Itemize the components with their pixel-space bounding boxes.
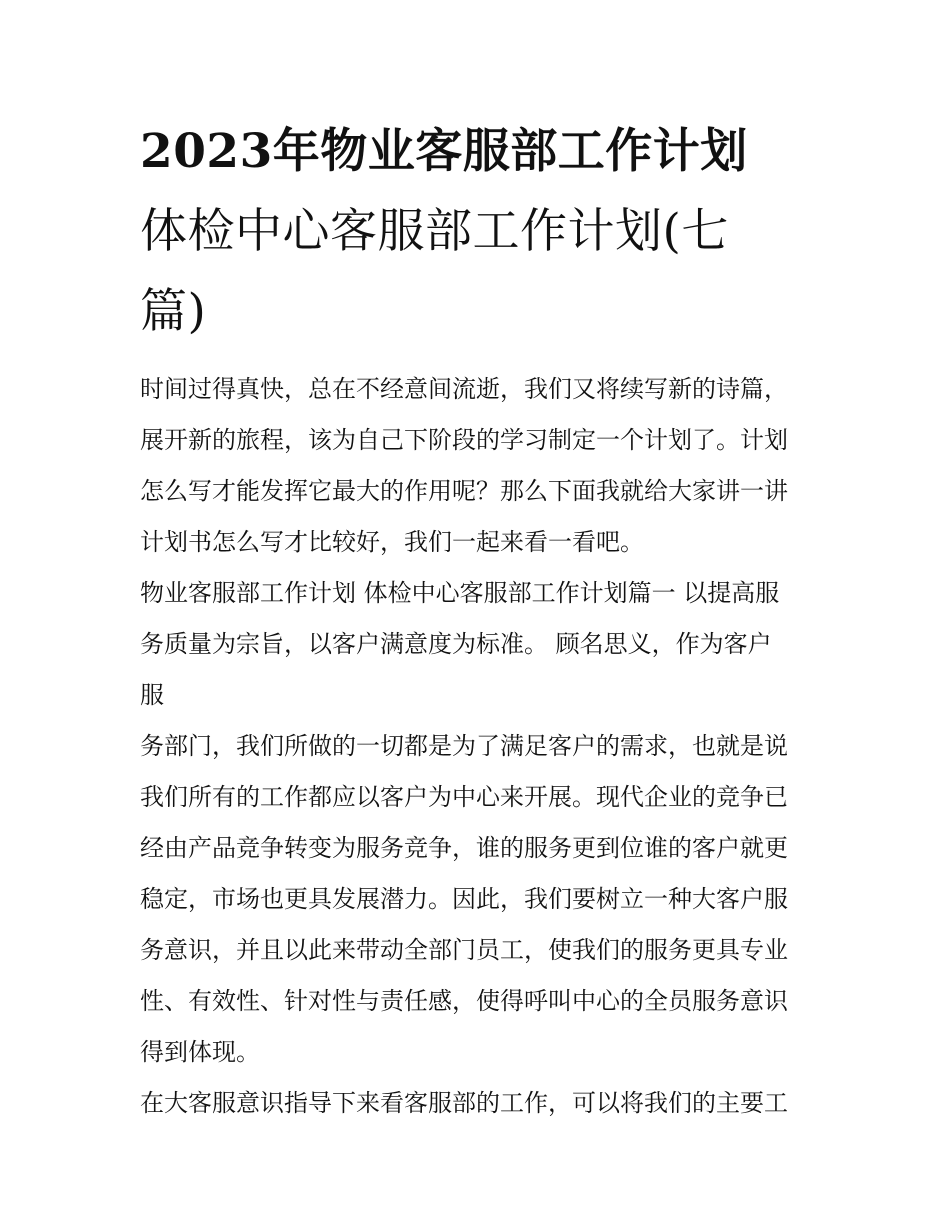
text-line: 务质量为宗旨，以客户满意度为标准。 顾名思义，作为客户 xyxy=(140,630,772,658)
title-line: 体检中心客服部工作计划(七 xyxy=(140,204,729,259)
text-line: 展开新的旅程，该为自己下阶段的学习制定一个计划了。计划 xyxy=(140,426,788,454)
text-line: 在大客服意识指导下来看客服部的工作，可以将我们的主要工 xyxy=(140,1089,788,1117)
document-page xyxy=(140,112,820,1129)
title-line: 2023年物业客服部工作计划 xyxy=(140,124,748,179)
text-line: 物业客服部工作计划 体检中心客服部工作计划篇一 以提高服 xyxy=(140,579,780,607)
text-line: 怎么写才能发挥它最大的作用呢？那么下面我就给大家讲一讲 xyxy=(140,477,788,505)
intro-paragraph xyxy=(140,364,820,568)
text-line: 性、有效性、针对性与责任感，使得呼叫中心的全员服务意识 xyxy=(140,987,788,1015)
text-line: 我们所有的工作都应以客户为中心来开展。现代企业的竞争已 xyxy=(140,783,788,811)
title-line: 篇) xyxy=(140,284,207,339)
text-line: 时间过得真快，总在不经意间流逝，我们又将续写新的诗篇， xyxy=(140,375,788,403)
text-line: 经由产品竞争转变为服务竞争，谁的服务更到位谁的客户就更 xyxy=(140,834,788,862)
section-one-paragraph xyxy=(140,568,820,721)
text-line: 计划书怎么写才比较好，我们一起来看一看吧。 xyxy=(140,528,644,556)
text-line: 务意识，并且以此来带动全部门员工，使我们的服务更具专业 xyxy=(140,936,788,964)
text-line: 稳定，市场也更具发展潜力。因此，我们要树立一种大客户服 xyxy=(140,885,788,913)
document-title xyxy=(140,112,820,352)
text-line: 服 xyxy=(140,681,164,709)
text-line: 务部门，我们所做的一切都是为了满足客户的需求，也就是说 xyxy=(140,732,788,760)
service-awareness-paragraph xyxy=(140,721,820,1078)
text-line: 得到体现。 xyxy=(140,1038,260,1066)
closing-paragraph xyxy=(140,1078,820,1129)
